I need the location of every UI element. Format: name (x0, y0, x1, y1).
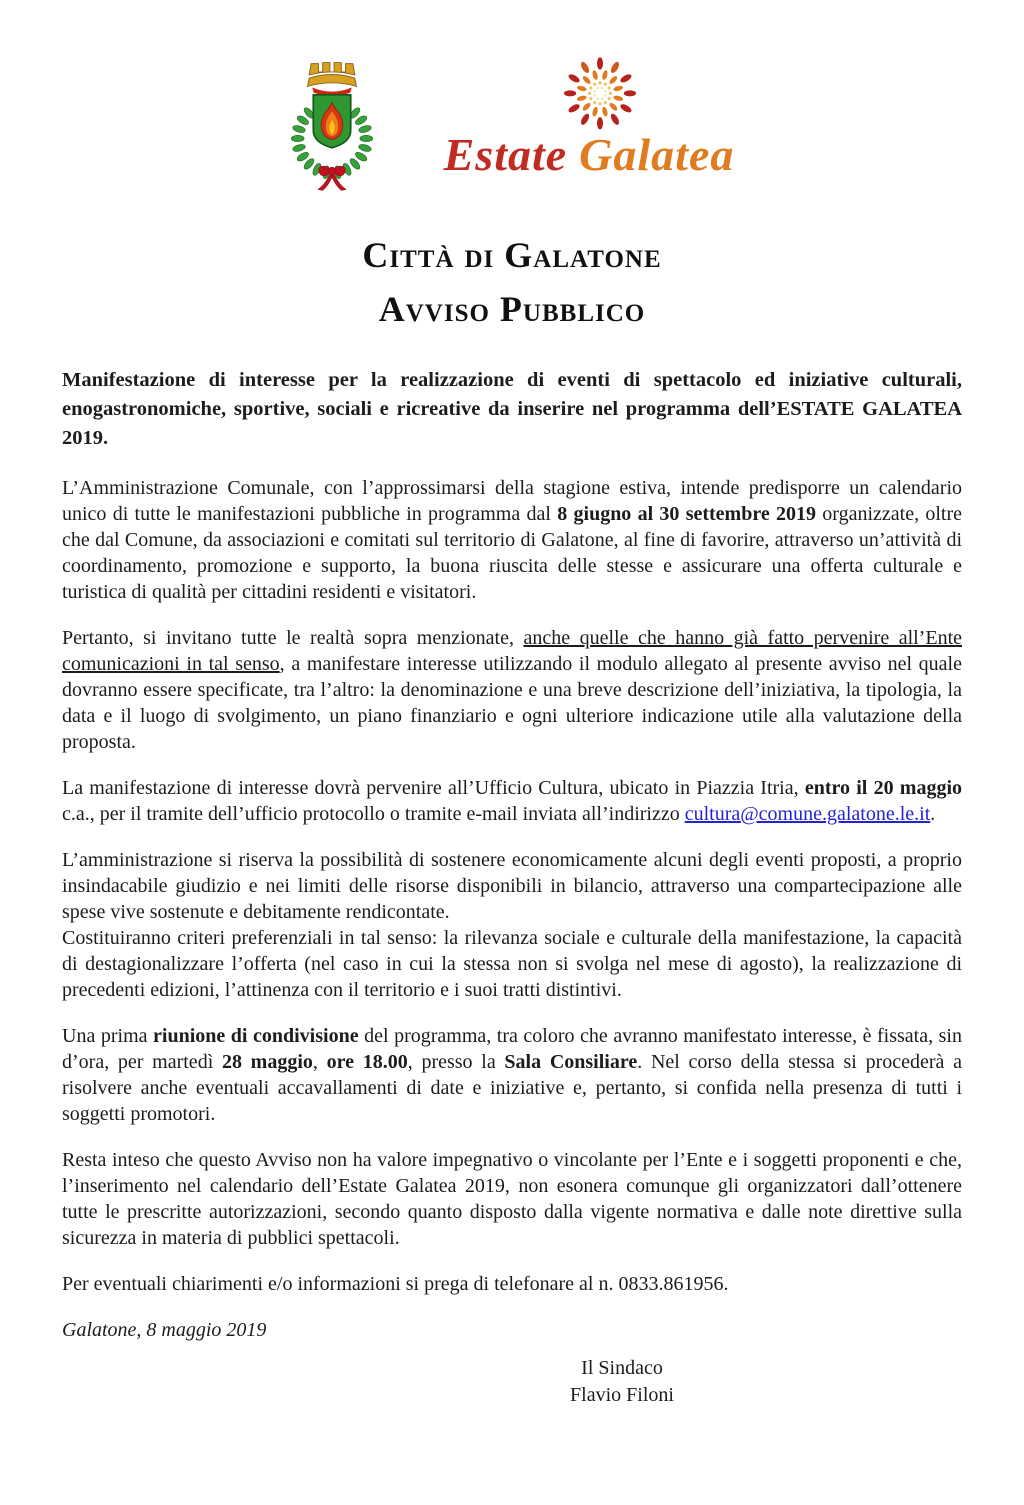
text-run: . Nel corso della stessa si procederà a risolvere anche eventuali accavallamenti di date e iniziative e, pertanto, si confida nella presenza di tutti i soggetti promotori. (62, 1051, 962, 1125)
sunburst-icon (556, 52, 644, 140)
text-run: , (312, 1051, 327, 1073)
mural-crown (308, 63, 357, 87)
text-run: . (930, 803, 936, 825)
document-header (62, 52, 962, 330)
paragraph-disclaimer (62, 1147, 962, 1251)
bold-text-run: Sala Consiliare (504, 1051, 638, 1073)
page-title-city: Città di Galatone (362, 235, 662, 275)
paragraph-calendario (62, 475, 962, 605)
text-run: Per eventuali chiarimenti e/o informazioni si prega di telefonare al n. 0833.861956. (62, 1273, 729, 1295)
paragraph-riunione (62, 1023, 962, 1127)
sunburst-outer-petals (564, 57, 636, 129)
signature-role: Il Sindaco (581, 1357, 663, 1379)
bold-text-run: entro il 20 maggio (804, 777, 962, 799)
text-run: organizzate, oltre che dal Comune, da associazioni e comitati sul territorio di Galatone, al fine di favorire, attraverso un’attività di coordinamento, promozione e supporto, la buona riuscita delle stesse e assicurare una offerta culturale e turistica di qualità per cittadini residenti e visitatori. (62, 503, 962, 603)
estate-galatea-wordmark (443, 129, 735, 180)
galatone-coat-of-arms-icon (280, 52, 384, 200)
estate-galatea-logo (434, 52, 744, 178)
sunburst-middle-petals (576, 70, 623, 117)
estate-word: Estate (443, 129, 568, 180)
signature-name: Flavio Filoni (570, 1384, 674, 1406)
paragraph-sostegno (62, 847, 962, 925)
sunburst-inner-dots (588, 81, 612, 105)
bold-text-run: 28 maggio (221, 1051, 313, 1073)
text-run: L’amministrazione si riserva la possibilità di sostenere economicamente alcuni degli eventi proposti, a proprio insindacabile giudizio e nei limiti delle risorse disponibili in bilancio, attraverso una compartecipazione alle spese vive sostenute e debitamente rendicontate. (62, 849, 962, 923)
galatea-word: Galatea (579, 129, 735, 180)
paragraph-criteri (62, 925, 962, 1003)
subject-paragraph: Manifestazione di interesse per la realizzazione di eventi di spettacolo ed iniziative culturali, enogastronomiche, sportive, sociali e ricreative da inserire nel programma dell’ESTATE GALATEA 2019. (62, 369, 962, 449)
text-run: , presso la (407, 1051, 505, 1073)
page-title-avviso: Avviso Pubblico (378, 289, 646, 329)
text-run: c.a., per il tramite dell’ufficio protocollo o tramite e-mail inviata all’indirizzo (62, 803, 685, 825)
text-run: L’Amministrazione Comunale, con l’approssimarsi della stagione estiva, intende predisporre un calendario unico di tutte le manifestazioni pubbliche in programma dal (62, 477, 962, 525)
paragraph-contatti (62, 1271, 962, 1297)
paragraph-scadenza (62, 775, 962, 827)
place-date-line: Galatone, 8 maggio 2019 (62, 1319, 267, 1341)
text-run: Pertanto, si invitano tutte le realtà sopra menzionate, (62, 627, 524, 649)
text-run: Costituiranno criteri preferenziali in tal senso: la rilevanza sociale e culturale della manifestazione, la capacità di destagionalizzare l’offerta (nel caso in cui la stessa non si svolga nel mese di agosto), la realizzazione di precedenti edizioni, l’attinenza con il territorio e i suoi tratti distintivi. (62, 927, 962, 1001)
ribbon-bow (318, 166, 346, 190)
text-run: Una prima (62, 1025, 154, 1047)
text-run: , a manifestare interesse utilizzando il modulo allegato al presente avviso nel quale dovranno essere specificate, tra l’altro: la denominazione e una breve descrizione dell’iniziativa, la tipologia, la data e il luogo di svolgimento, un piano finanziario e ogni ulteriore indicazione utile alla valutazione della proposta. (62, 653, 962, 753)
logos-row (62, 52, 962, 200)
bold-text-run: riunione di condivisione (153, 1025, 359, 1047)
paragraph-invito (62, 625, 962, 755)
text-run: del programma, tra coloro che avranno manifestato interesse, è fissata, sin d’ora, per martedì (62, 1025, 962, 1073)
sunburst-core-dots (593, 87, 607, 101)
bold-text-run: 8 giugno al 30 settembre 2019 (557, 503, 816, 525)
bold-text-run: ore 18.00 (326, 1051, 408, 1073)
email-link[interactable]: cultura@comune.galatone.le.it (684, 803, 931, 825)
text-run: La manifestazione di interesse dovrà pervenire all’Ufficio Cultura, ubicato in Piazzia Itria, (62, 777, 805, 799)
underlined-text-run: anche quelle che hanno già fatto pervenire all’Ente comunicazioni in tal senso (62, 627, 962, 675)
notice-body (62, 366, 962, 1409)
text-run: Resta inteso che questo Avviso non ha valore impegnativo o vincolante per l’Ente e i soggetti proponenti e che, l’inserimento nel calendario dell’Estate Galatea 2019, non esonera comunque gli organizzatori dall’ottenere tutte le prescritte autorizzazioni, secondo quanto disposto dalla vigente normativa e dalle note direttive sulla sicurezza in materia di pubblici spettacoli. (62, 1149, 962, 1249)
signature-block (502, 1355, 742, 1409)
